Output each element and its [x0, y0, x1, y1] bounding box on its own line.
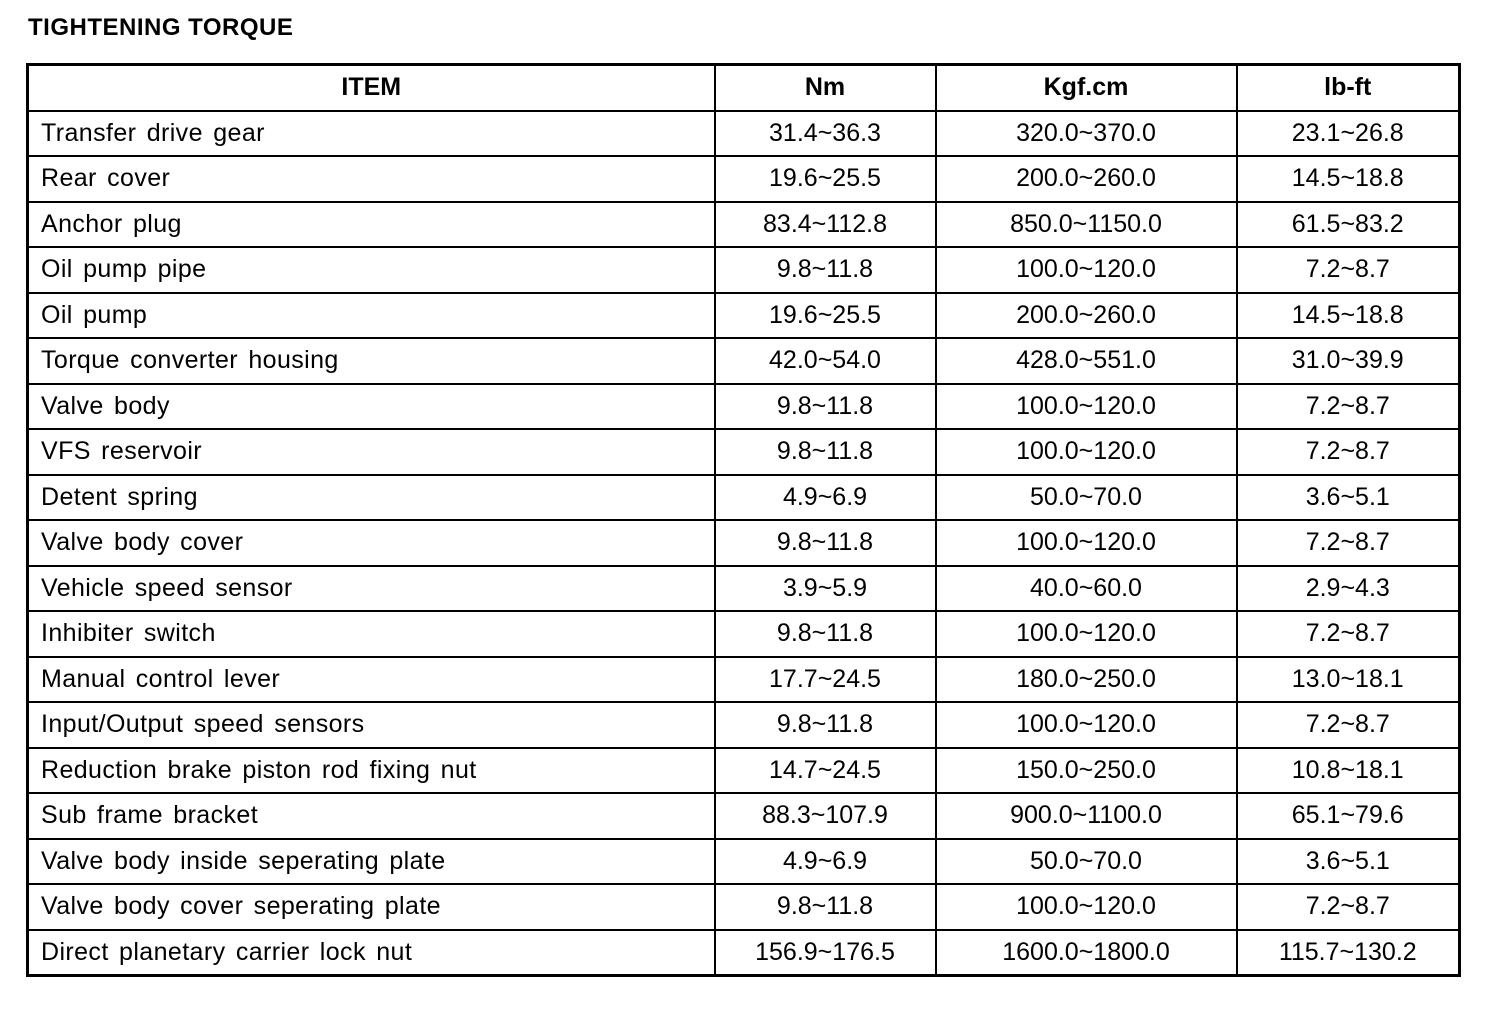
nm-cell: 17.7~24.5	[715, 657, 936, 703]
kgf-cm-cell: 40.0~60.0	[936, 566, 1237, 612]
kgf-cm-cell: 100.0~120.0	[936, 884, 1237, 930]
lb-ft-cell: 31.0~39.9	[1237, 338, 1460, 384]
table-row	[28, 475, 1460, 521]
table-row	[28, 293, 1460, 339]
table-row	[28, 111, 1460, 157]
kgf-cm-cell: 320.0~370.0	[936, 111, 1237, 157]
nm-cell: 9.8~11.8	[715, 702, 936, 748]
nm-cell: 19.6~25.5	[715, 293, 936, 339]
item-cell: Detent spring	[28, 475, 715, 521]
kgf-cm-cell: 100.0~120.0	[936, 611, 1237, 657]
nm-cell: 31.4~36.3	[715, 111, 936, 157]
nm-cell: 88.3~107.9	[715, 793, 936, 839]
kgf-cm-cell: 1600.0~1800.0	[936, 930, 1237, 976]
kgf-cm-cell: 100.0~120.0	[936, 520, 1237, 566]
nm-cell: 83.4~112.8	[715, 202, 936, 248]
lb-ft-cell: 3.6~5.1	[1237, 839, 1460, 885]
lb-ft-cell: 14.5~18.8	[1237, 293, 1460, 339]
lb-ft-cell: 7.2~8.7	[1237, 520, 1460, 566]
lb-ft-cell: 7.2~8.7	[1237, 247, 1460, 293]
nm-cell: 4.9~6.9	[715, 475, 936, 521]
lb-ft-cell: 23.1~26.8	[1237, 111, 1460, 157]
nm-cell: 9.8~11.8	[715, 884, 936, 930]
lb-ft-cell: 7.2~8.7	[1237, 702, 1460, 748]
table-row	[28, 566, 1460, 612]
item-cell: Manual control lever	[28, 657, 715, 703]
lb-ft-cell: 65.1~79.6	[1237, 793, 1460, 839]
table-header-row	[28, 65, 1460, 111]
nm-cell: 9.8~11.8	[715, 611, 936, 657]
lb-ft-cell: 13.0~18.1	[1237, 657, 1460, 703]
lb-ft-cell: 2.9~4.3	[1237, 566, 1460, 612]
column-header-lb-ft: lb-ft	[1237, 65, 1460, 111]
kgf-cm-cell: 900.0~1100.0	[936, 793, 1237, 839]
kgf-cm-cell: 850.0~1150.0	[936, 202, 1237, 248]
table-row	[28, 839, 1460, 885]
kgf-cm-cell: 200.0~260.0	[936, 156, 1237, 202]
kgf-cm-cell: 100.0~120.0	[936, 247, 1237, 293]
table-row	[28, 884, 1460, 930]
item-cell: Valve body cover	[28, 520, 715, 566]
table-row	[28, 202, 1460, 248]
lb-ft-cell: 7.2~8.7	[1237, 611, 1460, 657]
item-cell: Oil pump pipe	[28, 247, 715, 293]
nm-cell: 4.9~6.9	[715, 839, 936, 885]
page-title: TIGHTENING TORQUE	[28, 14, 294, 41]
item-cell: Direct planetary carrier lock nut	[28, 930, 715, 976]
lb-ft-cell: 7.2~8.7	[1237, 884, 1460, 930]
kgf-cm-cell: 50.0~70.0	[936, 475, 1237, 521]
table-row	[28, 429, 1460, 475]
table-row	[28, 520, 1460, 566]
item-cell: Sub frame bracket	[28, 793, 715, 839]
table-row	[28, 793, 1460, 839]
nm-cell: 9.8~11.8	[715, 247, 936, 293]
item-cell: Rear cover	[28, 156, 715, 202]
item-cell: Oil pump	[28, 293, 715, 339]
item-cell: Valve body inside seperating plate	[28, 839, 715, 885]
item-cell: VFS reservoir	[28, 429, 715, 475]
kgf-cm-cell: 180.0~250.0	[936, 657, 1237, 703]
item-cell: Valve body	[28, 384, 715, 430]
table-row	[28, 748, 1460, 794]
column-header-nm: Nm	[715, 65, 936, 111]
nm-cell: 3.9~5.9	[715, 566, 936, 612]
kgf-cm-cell: 50.0~70.0	[936, 839, 1237, 885]
nm-cell: 9.8~11.8	[715, 429, 936, 475]
lb-ft-cell: 115.7~130.2	[1237, 930, 1460, 976]
item-cell: Transfer drive gear	[28, 111, 715, 157]
table-row	[28, 338, 1460, 384]
table-row	[28, 384, 1460, 430]
lb-ft-cell: 14.5~18.8	[1237, 156, 1460, 202]
column-header-kgf-cm: Kgf.cm	[936, 65, 1237, 111]
table-row	[28, 156, 1460, 202]
table-row	[28, 930, 1460, 976]
nm-cell: 9.8~11.8	[715, 520, 936, 566]
column-header-item: ITEM	[28, 65, 715, 111]
lb-ft-cell: 7.2~8.7	[1237, 429, 1460, 475]
nm-cell: 42.0~54.0	[715, 338, 936, 384]
kgf-cm-cell: 428.0~551.0	[936, 338, 1237, 384]
item-cell: Vehicle speed sensor	[28, 566, 715, 612]
lb-ft-cell: 3.6~5.1	[1237, 475, 1460, 521]
nm-cell: 156.9~176.5	[715, 930, 936, 976]
item-cell: Valve body cover seperating plate	[28, 884, 715, 930]
lb-ft-cell: 10.8~18.1	[1237, 748, 1460, 794]
item-cell: Anchor plug	[28, 202, 715, 248]
table-body	[28, 111, 1460, 976]
nm-cell: 19.6~25.5	[715, 156, 936, 202]
item-cell: Inhibiter switch	[28, 611, 715, 657]
lb-ft-cell: 7.2~8.7	[1237, 384, 1460, 430]
item-cell: Input/Output speed sensors	[28, 702, 715, 748]
torque-table	[26, 63, 1461, 977]
table-row	[28, 611, 1460, 657]
lb-ft-cell: 61.5~83.2	[1237, 202, 1460, 248]
nm-cell: 14.7~24.5	[715, 748, 936, 794]
kgf-cm-cell: 100.0~120.0	[936, 384, 1237, 430]
table-row	[28, 247, 1460, 293]
kgf-cm-cell: 100.0~120.0	[936, 702, 1237, 748]
kgf-cm-cell: 150.0~250.0	[936, 748, 1237, 794]
table-row	[28, 702, 1460, 748]
kgf-cm-cell: 200.0~260.0	[936, 293, 1237, 339]
item-cell: Torque converter housing	[28, 338, 715, 384]
table-row	[28, 657, 1460, 703]
item-cell: Reduction brake piston rod fixing nut	[28, 748, 715, 794]
nm-cell: 9.8~11.8	[715, 384, 936, 430]
kgf-cm-cell: 100.0~120.0	[936, 429, 1237, 475]
